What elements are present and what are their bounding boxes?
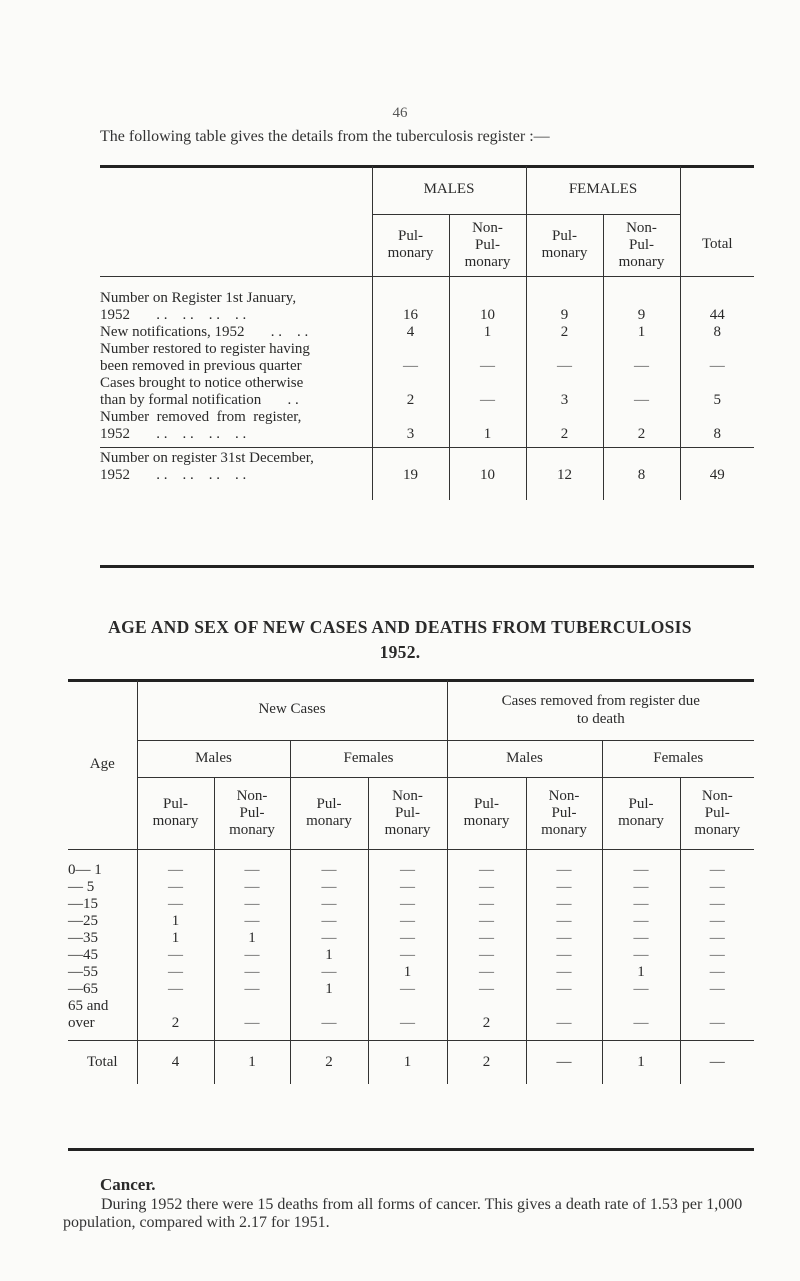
table-cell: — [680,913,754,930]
table-cell: — [214,879,290,896]
table-cell: — [526,849,602,879]
table-cell: — [368,930,447,947]
table-cell: — [602,947,680,964]
new-females-header: Females [290,740,447,777]
table2-bottom-rule [68,1148,754,1151]
register-table [100,166,754,500]
table-cell: — [602,896,680,913]
table-cell: — [368,947,447,964]
col-pulmonary: Pul- monary [137,777,214,849]
table-cell: — [447,981,526,998]
table-cell: — [680,981,754,998]
section-heading: AGE AND SEX OF NEW CASES AND DEATHS FROM TUBERCULOSIS 1952. [108,617,692,662]
table-cell: — [526,947,602,964]
age-label: —35 [68,929,98,946]
page-number: 46 [392,105,408,121]
col-pulmonary: Pul- monary [290,777,368,849]
table-cell: — [214,947,290,964]
table-cell: — [602,849,680,879]
table-row [68,930,754,947]
table-cell: — [602,981,680,998]
table-cell: — [447,964,526,981]
table-cell: — [680,947,754,964]
table-cell: — [680,896,754,913]
table-cell: — [526,913,602,930]
table-cell: — [602,879,680,896]
table-row: Number on register 31st December, 1952 . . . . . . . . 19 10 12 8 49 [100,448,754,500]
table-cell: 1 [290,947,368,964]
table-cell: — [447,947,526,964]
table-cell: — [137,849,214,879]
age-label: —55 [68,963,98,980]
col-pulmonary: Pul- monary [447,777,526,849]
table-cell: — [602,930,680,947]
table-row: Number on Register 1st January, 1952 . . . . . . . . 16 10 9 9 44 [100,276,754,324]
table-row [68,947,754,964]
col-non-pulmonary: Non- Pul- monary [214,777,290,849]
table-cell: — [214,896,290,913]
table-cell: 2 [447,998,526,1041]
table-cell: — [368,913,447,930]
table-cell: — [447,896,526,913]
table-cell: 1 [602,964,680,981]
table-row: Number removed from register, 1952 . . . . . . . . 3 1 2 2 8 [100,409,754,448]
removed-cases-header: Cases removed from register due to death [447,680,754,740]
table-cell: — [447,849,526,879]
cancer-heading: Cancer. [100,1175,156,1194]
table-cell: — [368,998,447,1041]
table-cell: — [680,930,754,947]
table-cell: — [680,964,754,981]
table-cell: — [368,981,447,998]
removed-females-header: Females [602,740,754,777]
age-label: — 5 [68,878,95,895]
table-cell: 1 [214,930,290,947]
col-female-pulmonary: Pul- monary [526,214,603,276]
table-cell: — [447,913,526,930]
table-row [68,849,754,879]
intro-text: The following table gives the details from the tuberculosis register :— [100,128,550,145]
table-cell: — [137,981,214,998]
table-cell: — [447,879,526,896]
table-cell: — [214,998,290,1041]
age-label: —45 [68,946,98,963]
table-cell: — [290,896,368,913]
table-row: New notifications, 1952 . . . . 4 1 2 1 8 [100,324,754,341]
table-cell: — [214,981,290,998]
table-cell: — [368,879,447,896]
table-cell: — [447,930,526,947]
table-cell: — [290,849,368,879]
table-row [68,981,754,998]
col-non-pulmonary: Non- Pul- monary [526,777,602,849]
table-cell: 2 [137,998,214,1041]
table-row [68,913,754,930]
table-cell: — [526,964,602,981]
table-cell: 1 [368,964,447,981]
totals-row: Total 4 1 2 1 2 — 1 — [68,1040,754,1084]
table-cell: — [137,896,214,913]
table-cell: — [137,947,214,964]
age-label: —65 [68,980,98,997]
new-males-header: Males [137,740,290,777]
males-group-header: MALES [372,166,526,214]
col-non-pulmonary: Non- Pul- monary [368,777,447,849]
table-row [68,879,754,896]
table-row [68,964,754,981]
table-cell: — [526,998,602,1041]
col-male-pulmonary: Pul- monary [372,214,449,276]
table-cell: — [290,930,368,947]
age-header: Age [68,680,137,849]
table-cell: — [368,849,447,879]
table1-bottom-rule [100,565,754,568]
age-label: 0— 1 [68,861,102,878]
table-cell: — [137,964,214,981]
females-group-header: FEMALES [526,166,680,214]
table-cell: 1 [137,913,214,930]
col-female-non-pulmonary: Non- Pul- monary [603,214,680,276]
table-cell: 1 [290,981,368,998]
col-pulmonary: Pul- monary [602,777,680,849]
register-column-headers [100,214,754,276]
table-cell: — [137,879,214,896]
table-cell: — [290,879,368,896]
age-label: —15 [68,895,98,912]
table-cell: — [680,879,754,896]
age-label: 65 and over [68,997,109,1031]
table-cell: — [526,896,602,913]
table-cell: 1 [137,930,214,947]
table-row [68,896,754,913]
table-cell: — [526,930,602,947]
age-column-headers [68,777,754,849]
table-cell: — [526,879,602,896]
table-cell: — [602,913,680,930]
table-cell: — [214,849,290,879]
table-row [68,998,754,1041]
table-cell: — [290,913,368,930]
table-cell: — [526,981,602,998]
table-cell: — [680,998,754,1041]
table-row: Cases brought to notice otherwise than by formal notification . . 2 — 3 — 5 [100,375,754,409]
table-cell: — [214,964,290,981]
table-cell: — [602,998,680,1041]
table-cell: — [214,913,290,930]
col-non-pulmonary: Non- Pul- monary [680,777,754,849]
cancer-paragraph: During 1952 there were 15 deaths from all forms of cancer. This gives a death rate of 1.53 per 1,000 population, compared with 2.17 for 1951. [63,1196,743,1231]
age-sex-table [68,680,754,1084]
table-cell: — [290,998,368,1041]
table-cell: — [680,849,754,879]
table-cell: — [368,896,447,913]
table-row: Number restored to register having been removed in previous quarter — — — — — [100,341,754,375]
age-label: —25 [68,912,98,929]
new-cases-header: New Cases [137,680,447,740]
table-cell: — [290,964,368,981]
col-male-non-pulmonary: Non- Pul- monary [449,214,526,276]
col-total: Total [680,214,754,276]
removed-males-header: Males [447,740,602,777]
